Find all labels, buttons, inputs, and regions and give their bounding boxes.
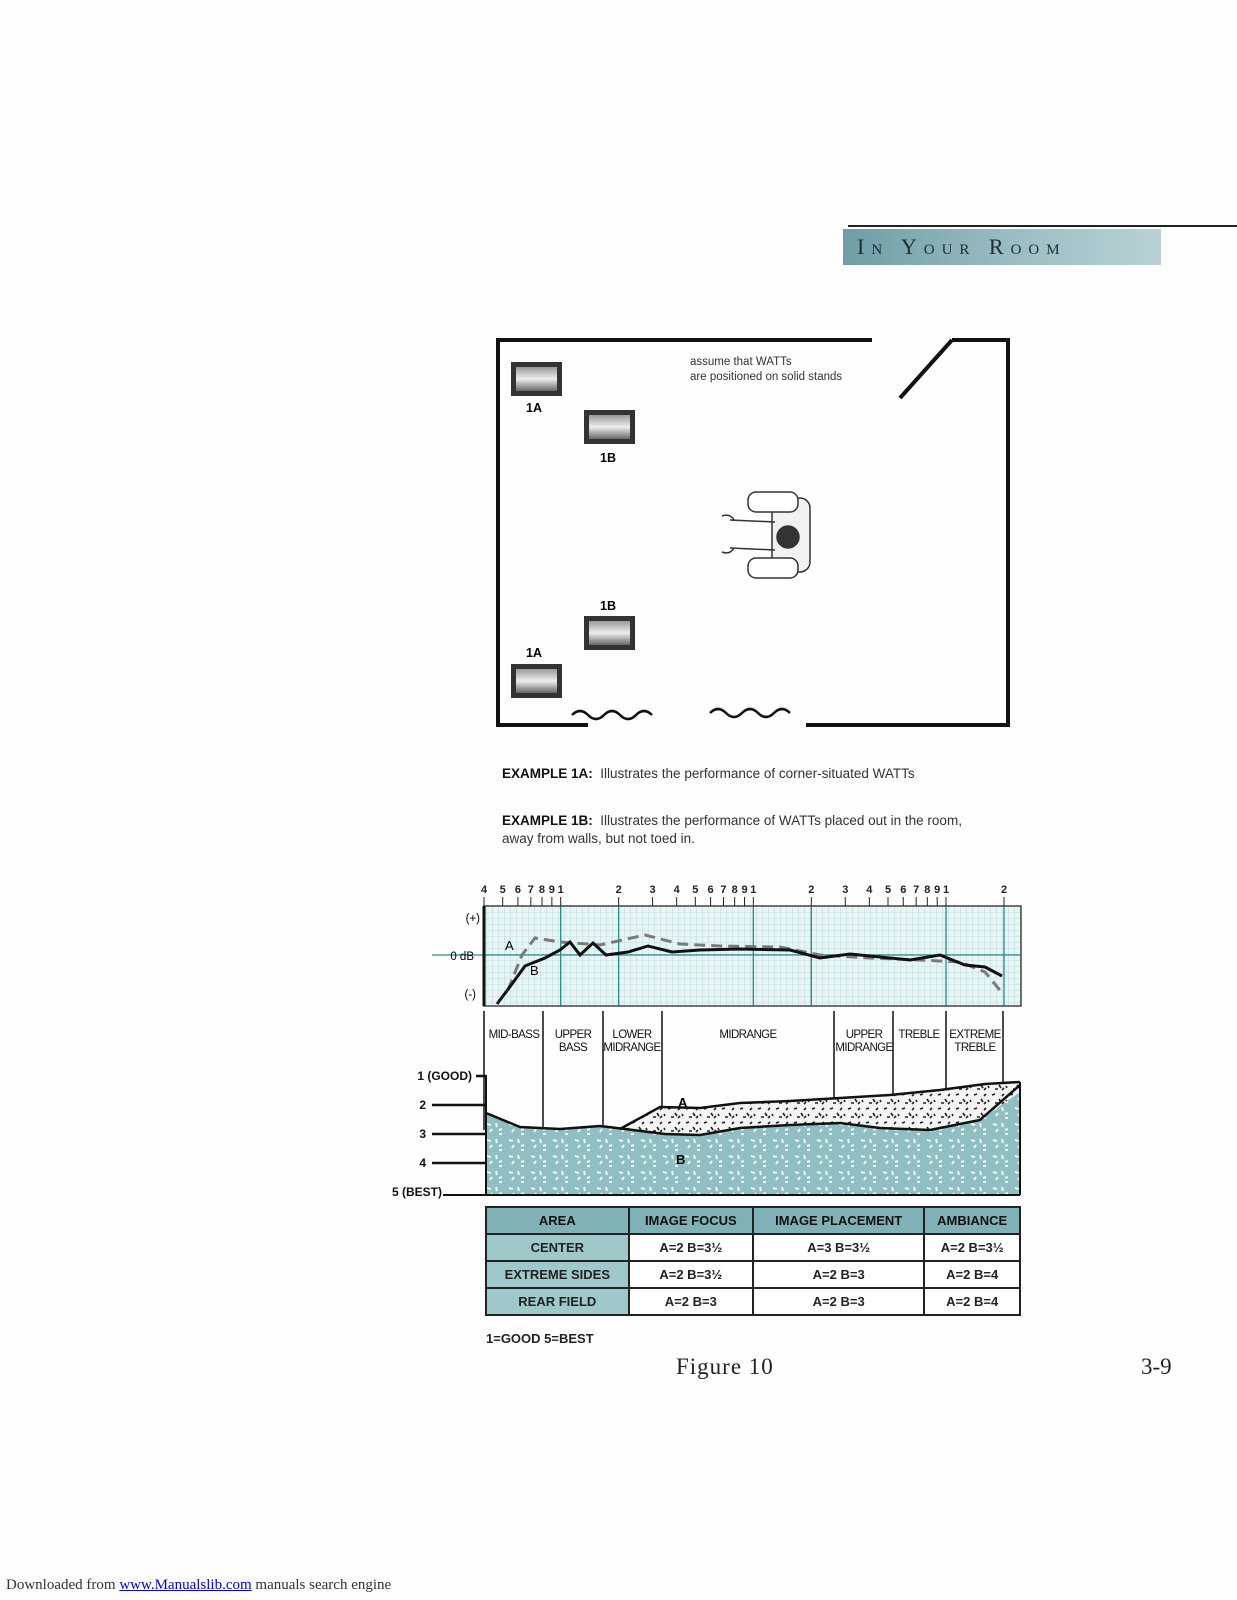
rating-y-axis (392, 1069, 486, 1199)
speaker-top-1b (584, 410, 635, 444)
x-tick-label: 2 (1000, 884, 1008, 896)
x-tick-label: 1 (750, 884, 757, 896)
x-tick-label: 3 (842, 884, 849, 896)
x-tick-label: 8 (538, 884, 546, 896)
row-focus: A=2 B=3½ (629, 1234, 753, 1261)
listener-chair-icon (722, 492, 810, 578)
performance-rating-chart (392, 1011, 1020, 1199)
band-lower-mid-1: LOWER (612, 1029, 652, 1041)
row-area: REAR FIELD (486, 1288, 629, 1315)
speaker-bottom-1b (584, 616, 635, 650)
room-diagram (498, 340, 1008, 725)
band-extreme-1: EXTREME (949, 1029, 1001, 1041)
rating-tick-4: 4 (419, 1156, 426, 1170)
rating-tick-1: 1 (GOOD) (417, 1069, 472, 1083)
row-placement: A=2 B=3 (753, 1261, 924, 1288)
example-1b-text-line1: Illustrates the performance of WATTs placed out in the room, (600, 813, 962, 828)
table-row (486, 1261, 1020, 1288)
x-tick-label: 7 (913, 884, 920, 896)
section-title: In Your Room (857, 234, 1067, 259)
example-1b-text-line2: away from walls, but not toed in. (502, 831, 695, 846)
x-tick-label: 6 (707, 884, 714, 896)
speaker-top-1a (511, 362, 562, 396)
band-upper-mid-1: UPPER (845, 1029, 883, 1041)
x-tick-label: 5 (499, 884, 506, 896)
curtain-squiggle (572, 709, 790, 719)
x-tick-label: 4 (866, 884, 873, 896)
x-tick-label: 9 (934, 884, 941, 896)
x-tick-label: 1 (557, 884, 564, 896)
x-tick-label: 8 (924, 884, 931, 896)
x-tick-label: 1 (942, 884, 950, 896)
example-1a-label: EXAMPLE 1A: (502, 766, 593, 781)
band-upper-bass-1: UPPER (554, 1029, 592, 1041)
row-ambiance: A=2 B=4 (924, 1261, 1020, 1288)
room-note-line2: are positioned on solid stands (690, 371, 843, 383)
label-bottom-1a: 1A (526, 646, 542, 660)
table-row (486, 1234, 1020, 1261)
speaker-bottom-1a (511, 664, 562, 698)
x-tick-label: 2 (615, 884, 622, 896)
rating-table (485, 1206, 1021, 1316)
footer-link[interactable]: www.Manualslib.com (119, 1577, 252, 1593)
table-header-row (486, 1207, 1020, 1234)
row-area: EXTREME SIDES (486, 1261, 629, 1288)
footer-suffix: manuals search engine (251, 1577, 392, 1593)
rating-legend: 1=GOOD 5=BEST (486, 1331, 594, 1346)
band-extreme-2: TREBLE (954, 1042, 996, 1054)
y-tick-0db: 0 dB (450, 951, 474, 963)
x-tick-label: 9 (548, 884, 555, 896)
frequency-response-chart (432, 884, 1021, 1006)
area-series-a-label: A (678, 1095, 688, 1110)
band-upper-mid-2: MIDRANGE (835, 1042, 893, 1054)
label-bottom-1b: 1B (600, 599, 616, 613)
band-treble: TREBLE (898, 1029, 940, 1041)
y-tick-plus: (+) (465, 913, 480, 925)
row-focus: A=2 B=3½ (629, 1261, 753, 1288)
page-number: 3-9 (1141, 1354, 1172, 1379)
x-tick-label: 8 (731, 884, 738, 896)
row-ambiance: A=2 B=4 (924, 1288, 1020, 1315)
footer-prefix: Downloaded from (6, 1577, 120, 1593)
area-series-b-label: B (676, 1152, 686, 1167)
rating-tick-2: 2 (419, 1098, 426, 1112)
x-tick-label: 7 (720, 884, 727, 896)
y-tick-minus: (-) (464, 989, 476, 1001)
x-tick-label: 9 (741, 884, 748, 896)
x-tick-label: 5 (884, 884, 892, 896)
angled-wall (900, 340, 952, 398)
series-a-label: A (505, 938, 514, 953)
row-area: CENTER (486, 1234, 629, 1261)
row-focus: A=2 B=3 (629, 1288, 753, 1315)
series-b-label: B (530, 963, 539, 978)
example-1b-caption (502, 812, 962, 848)
example-1b-label: EXAMPLE 1B: (502, 813, 593, 828)
x-tick-label: 6 (900, 884, 907, 896)
row-ambiance: A=2 B=3½ (924, 1234, 1020, 1261)
x-tick-label: 5 (692, 884, 699, 896)
room-note-line1: assume that WATTs (690, 356, 792, 368)
row-placement: A=2 B=3 (753, 1288, 924, 1315)
row-placement: A=3 B=3½ (753, 1234, 924, 1261)
band-midrange: MIDRANGE (719, 1029, 777, 1041)
example-1a-caption (502, 765, 915, 783)
x-tick-label: 2 (808, 884, 815, 896)
band-mid-bass: MID-BASS (488, 1029, 540, 1041)
table-header-ambiance: AMBIANCE (924, 1207, 1020, 1234)
band-lower-mid-2: MIDRANGE (603, 1042, 661, 1054)
x-tick-label: 7 (527, 884, 534, 896)
rating-tick-5: 5 (BEST) (391, 1185, 442, 1199)
x-tick-label: 4 (480, 884, 488, 896)
table-header-focus: IMAGE FOCUS (629, 1207, 753, 1234)
label-top-1a: 1A (526, 401, 542, 415)
x-tick-label: 3 (649, 884, 656, 896)
x-tick-label: 4 (673, 884, 680, 896)
x-tick-label: 6 (514, 884, 521, 896)
table-header-area: AREA (486, 1207, 629, 1234)
rating-tick-3: 3 (419, 1127, 426, 1141)
table-header-placement: IMAGE PLACEMENT (753, 1207, 924, 1234)
figure-caption: Figure 10 (676, 1354, 774, 1379)
band-upper-bass-2: BASS (558, 1042, 588, 1054)
label-top-1b: 1B (600, 451, 616, 465)
download-footer (6, 1577, 391, 1594)
table-row (486, 1288, 1020, 1315)
example-1a-text: Illustrates the performance of corner-situated WATTs (600, 766, 915, 781)
y-axis (450, 906, 484, 1006)
